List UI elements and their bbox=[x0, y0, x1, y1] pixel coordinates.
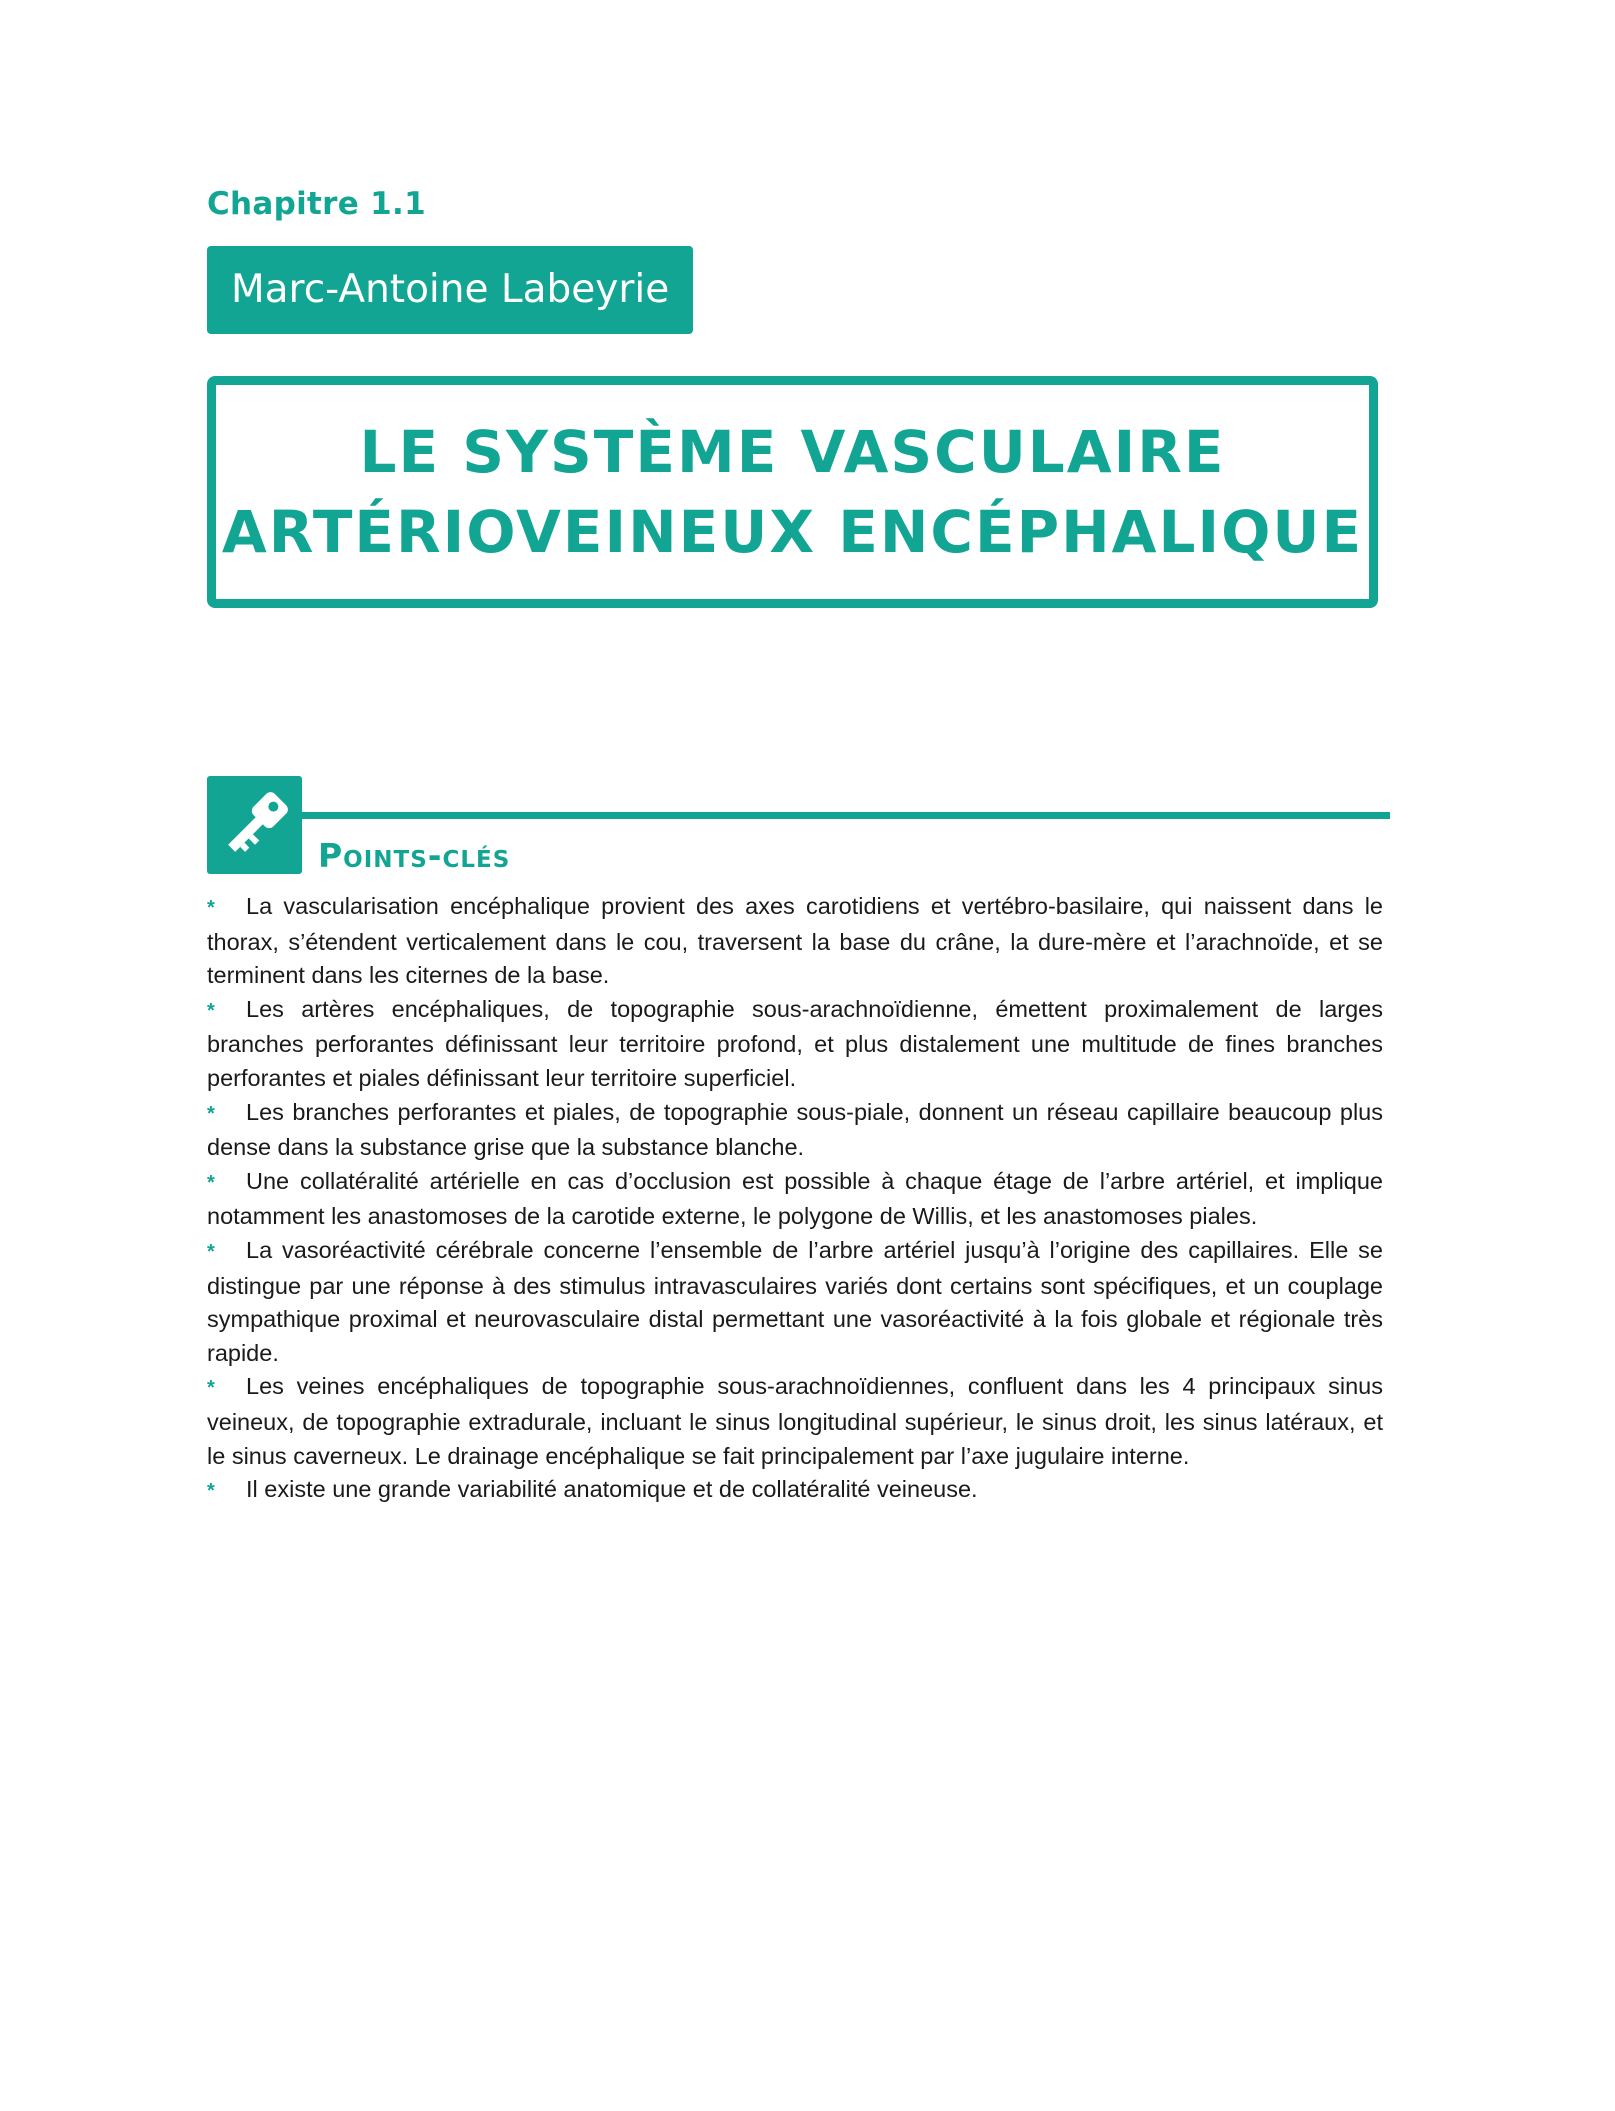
list-item-text: Les branches perforantes et piales, de topographie sous-piale, donnent un réseau capillaire beaucoup plus dense dans la substance grise que la substance blanche. bbox=[207, 1098, 1383, 1161]
key-points-heading: Points-clés bbox=[318, 836, 511, 875]
bullet-asterisk-icon: * bbox=[207, 1240, 215, 1263]
list-item-text: Il existe une grande variabilité anatomique et de collatéralité veineuse. bbox=[246, 1476, 978, 1503]
bullet-asterisk-icon: * bbox=[207, 1377, 215, 1400]
chapter-label: Chapitre 1.1 bbox=[207, 186, 426, 222]
list-item-text: Les veines encéphaliques de topographie sous-arachnoïdiennes, confluent dans les 4 principaux sinus veineux, de topographie extradurale, incluant le sinus longitudinal supérieur, le sinus droit, les sinus latéraux, et le sinus caverneux. Le drainage encéphalique se fait principalement par l’axe jugulaire interne. bbox=[207, 1373, 1383, 1469]
list-item bbox=[207, 1473, 1383, 1509]
list-item bbox=[207, 1096, 1383, 1165]
author-banner bbox=[207, 246, 693, 334]
list-item-text: La vasoréactivité cérébrale concerne l’ensemble de l’arbre artériel jusqu’à l’origine des capillaires. Elle se distingue par une réponse à des stimulus intravasculaires variés dont certains sont spécifiques, et un couplage sympathique proximal et neurovasculaire distal permettant une vasoréactivité à la fois globale et régionale très rapide. bbox=[207, 1236, 1383, 1366]
list-item bbox=[207, 1234, 1383, 1370]
bullet-asterisk-icon: * bbox=[207, 1102, 215, 1125]
bullet-asterisk-icon: * bbox=[207, 1171, 215, 1194]
author-name: Marc-Antoine Labeyrie bbox=[231, 267, 670, 312]
list-item bbox=[207, 1370, 1383, 1473]
list-item bbox=[207, 993, 1383, 1096]
key-icon bbox=[207, 776, 302, 874]
chapter-title-line-1: LE SYSTÈME VASCULAIRE bbox=[359, 418, 1226, 486]
bullet-asterisk-icon: * bbox=[207, 999, 215, 1022]
list-item bbox=[207, 1165, 1383, 1234]
list-item-text: La vascularisation encéphalique provient des axes carotidiens et vertébro-basilaire, qui naissent dans le thorax, s’étendent verticalement dans le cou, traversent la base du crâne, la dure-mère et l’arachnoïde, et se terminent dans les citernes de la base. bbox=[207, 893, 1383, 989]
bullet-asterisk-icon: * bbox=[207, 897, 215, 919]
chapter-title-line-2: ARTÉRIOVEINEUX ENCÉPHALIQUE bbox=[221, 498, 1364, 566]
list-item bbox=[207, 890, 1383, 993]
list-item-text: Les artères encéphaliques, de topographie sous-arachnoïdienne, émettent proximalement de larges branches perforantes définissant leur territoire profond, et plus distalement une multitude de fines branches perforantes et piales définissant leur territoire superficiel. bbox=[207, 995, 1383, 1091]
section-divider bbox=[302, 812, 1390, 819]
bullet-asterisk-icon: * bbox=[207, 1480, 215, 1503]
chapter-title-frame bbox=[207, 376, 1378, 608]
list-item-text: Une collatéralité artérielle en cas d’occlusion est possible à chaque étage de l’arbre artériel, et implique notamment les anastomoses de la carotide externe, le polygone de Willis, et les anastomoses piales. bbox=[207, 1167, 1383, 1230]
key-points-list bbox=[207, 890, 1383, 1509]
key-icon-graphic bbox=[215, 785, 295, 865]
